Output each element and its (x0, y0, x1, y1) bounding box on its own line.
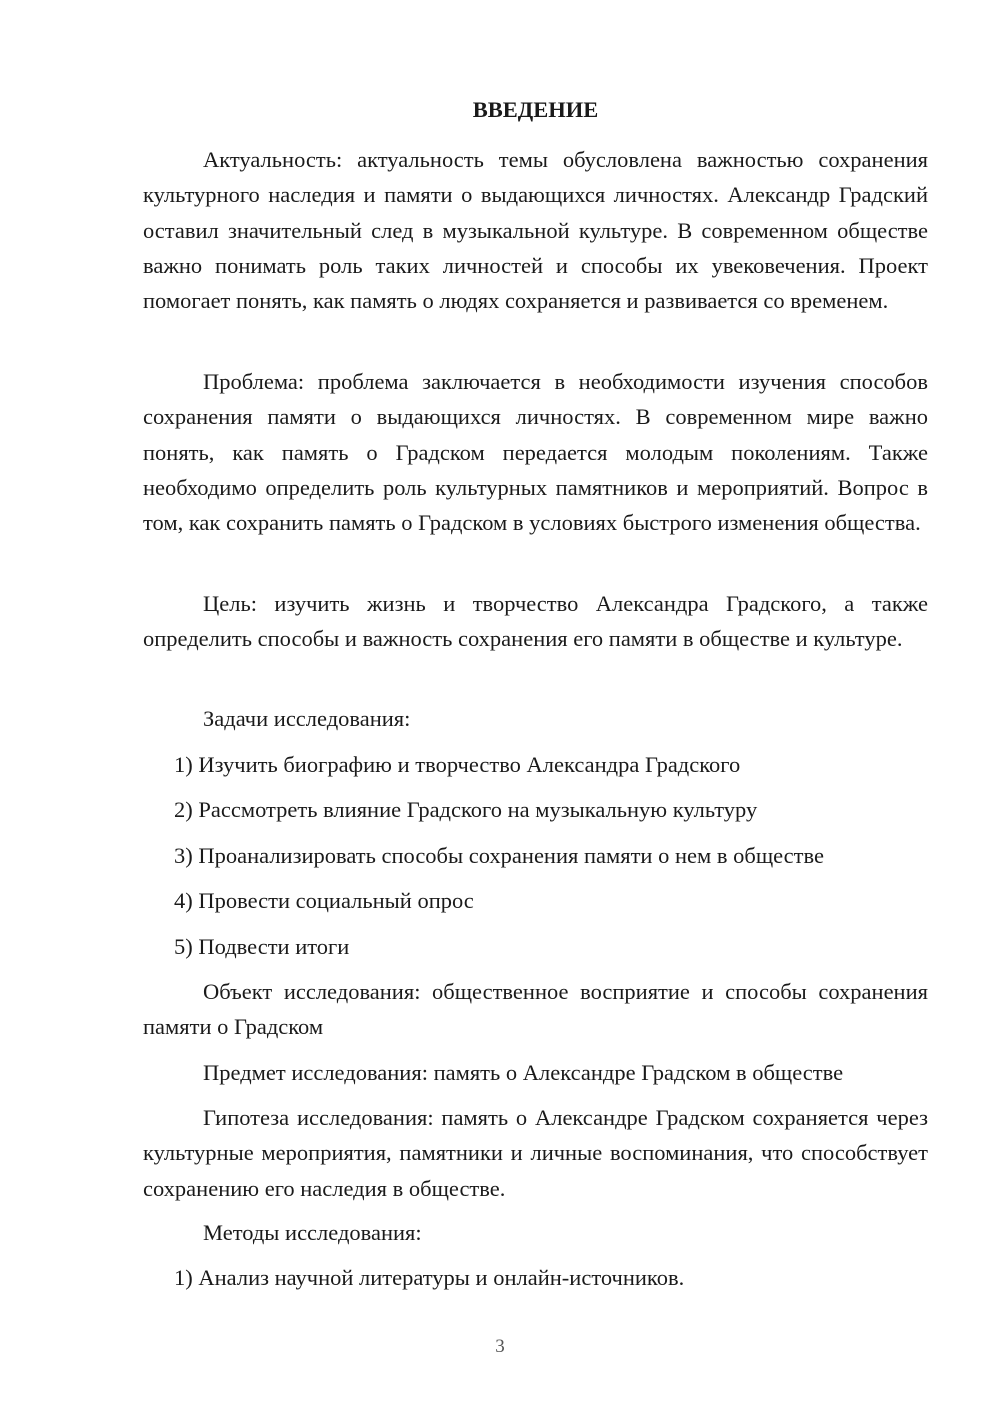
task-item: 1) Изучить биографию и творчество Александра Градского (174, 752, 741, 777)
relevance-paragraph: Актуальность: актуальность темы обусловлена важностью сохранения культурного наследия и памяти о выдающихся личностях. Александр Градский оставил значительный след в музыкальной культуре. В современном обществе важно понимать роль таких личностей и способы их увековечения. Проект помогает понять, как память о людях сохраняется и развивается со временем. (143, 147, 928, 314)
subject-paragraph: Предмет исследования: память о Александре Градском в обществе (203, 1060, 844, 1085)
page-number: 3 (495, 1336, 505, 1357)
tasks-heading: Задачи исследования: (203, 706, 411, 731)
hypothesis-paragraph: Гипотеза исследования: память о Александре Градском сохраняется через культурные мероприятия, памятники и личные воспоминания, что способствует сохранению его наследия в обществе. (143, 1105, 928, 1201)
section-heading: ВВЕДЕНИЕ (472, 97, 599, 122)
goal-paragraph: Цель: изучить жизнь и творчество Александра Градского, а также определить способы и важность сохранения его памяти в обществе и культуре. (143, 591, 928, 652)
problem-paragraph: Проблема: проблема заключается в необходимости изучения способов сохранения памяти о выдающихся личностях. В современном мире важно понять, как память о Градском передается молодым поколениям. Также необходимо определить роль культурных памятников и мероприятий. Вопрос в том, как сохранить память о Градском в условиях быстрого изменения общества. (143, 369, 928, 536)
task-item: 2) Рассмотреть влияние Градского на музыкальную культуру (174, 797, 758, 822)
methods-heading: Методы исследования: (203, 1220, 422, 1245)
task-item: 5) Подвести итоги (174, 934, 350, 959)
method-item: 1) Анализ научной литературы и онлайн-источников. (174, 1265, 685, 1290)
task-item: 4) Провести социальный опрос (174, 888, 474, 913)
task-item: 3) Проанализировать способы сохранения памяти о нем в обществе (174, 843, 824, 868)
object-paragraph: Объект исследования: общественное восприятие и способы сохранения памяти о Градском (143, 979, 928, 1040)
